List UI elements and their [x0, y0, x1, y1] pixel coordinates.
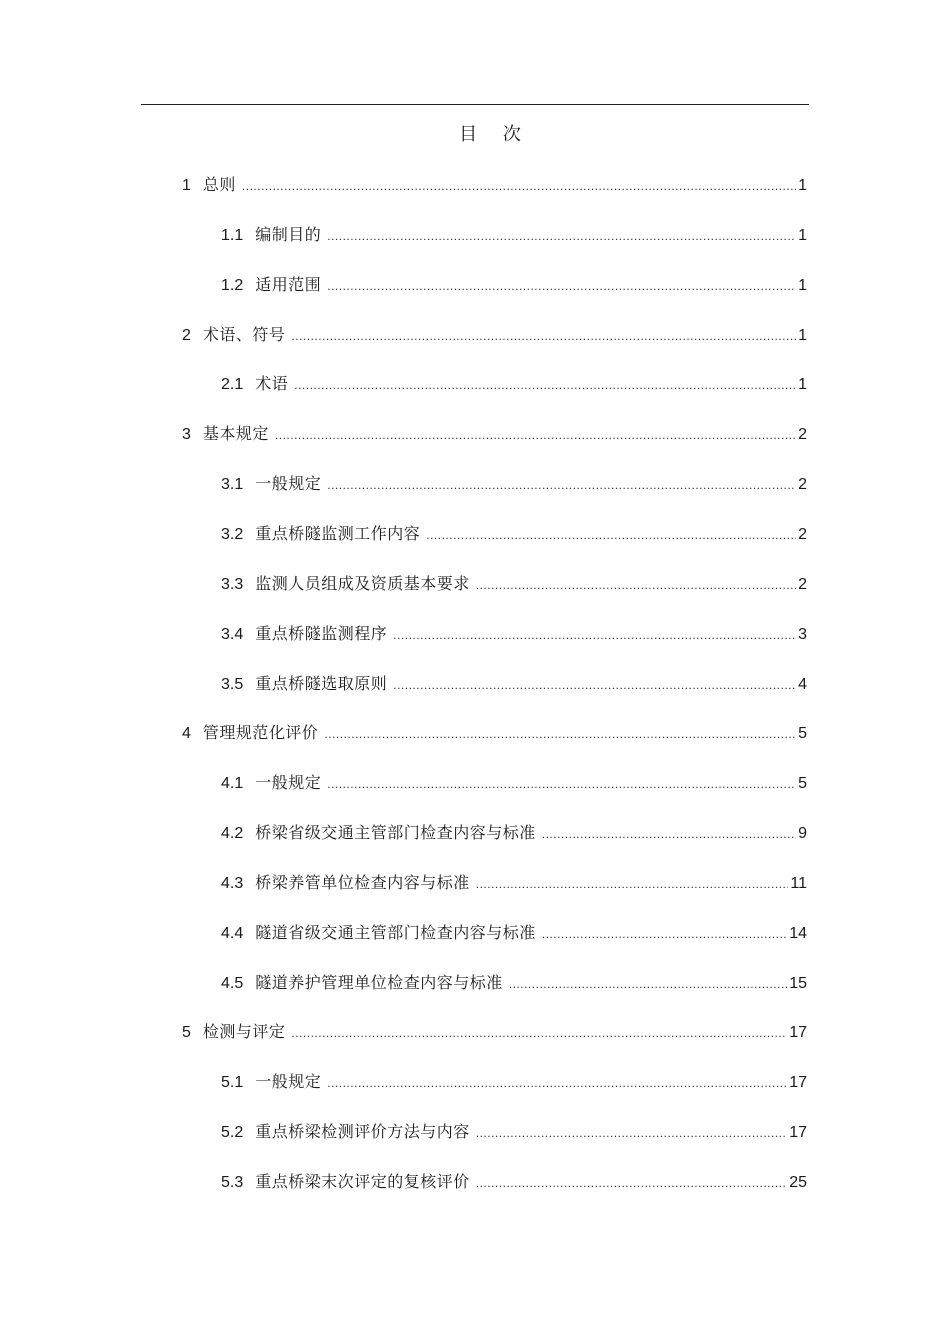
- toc-entry-number: 3.4: [221, 626, 244, 643]
- toc-entry[interactable]: [221, 571, 807, 597]
- toc-entry[interactable]: [221, 920, 807, 946]
- dot-leader: [242, 173, 796, 199]
- toc-entry[interactable]: [221, 521, 807, 547]
- toc-entry-number: 4.1: [221, 775, 244, 792]
- toc-entry[interactable]: [221, 671, 807, 697]
- dot-leader: [476, 871, 789, 897]
- toc-title: 目 次: [459, 124, 531, 145]
- toc-entry-number: 4.5: [221, 975, 244, 992]
- toc-entry[interactable]: [221, 371, 807, 397]
- dot-leader: [324, 721, 796, 747]
- toc-entry-title: 桥梁养管单位检查内容与标准: [255, 873, 470, 892]
- toc-entry-page-number: 17: [789, 1124, 807, 1141]
- toc-entry-page-number: 25: [789, 1174, 807, 1191]
- toc-entry-title: 重点桥隧选取原则: [255, 674, 388, 693]
- toc-entry-number: 3: [182, 426, 191, 443]
- toc-entry[interactable]: [221, 222, 807, 248]
- toc-entry-title: 基本规定: [202, 424, 269, 443]
- toc-entry-title: 重点桥隧监测工作内容: [255, 524, 421, 543]
- toc-entry-number: 5.2: [221, 1124, 244, 1141]
- toc-entry[interactable]: [221, 870, 807, 896]
- toc-entry[interactable]: [221, 970, 807, 996]
- toc-entry[interactable]: [221, 1169, 807, 1195]
- toc-entry-title: 管理规范化评价: [202, 723, 319, 742]
- toc-entry-title: 检测与评定: [202, 1022, 286, 1041]
- dot-leader: [393, 622, 796, 648]
- dot-leader: [476, 1120, 787, 1146]
- toc-entry-number: 3.2: [221, 526, 244, 543]
- toc-entry-page-number: 1: [798, 327, 807, 344]
- toc-entry[interactable]: [221, 820, 807, 846]
- toc-entry-page-number: 14: [789, 925, 807, 942]
- toc-entry-number: 1.2: [221, 277, 244, 294]
- toc-entry-number: 5: [182, 1024, 191, 1041]
- toc-entry-number: 2.1: [221, 376, 244, 393]
- toc-entry-page-number: 1: [798, 177, 807, 194]
- dot-leader: [542, 921, 787, 947]
- toc-entry-page-number: 1: [798, 227, 807, 244]
- toc-entry-page-number: 9: [798, 825, 807, 842]
- toc-entry-page-number: 15: [789, 975, 807, 992]
- dot-leader: [294, 372, 796, 398]
- toc-entry-title: 桥梁省级交通主管部门检查内容与标准: [255, 823, 536, 842]
- toc-entry-page-number: 11: [790, 875, 807, 892]
- toc-entry-number: 4.4: [221, 925, 244, 942]
- toc-entry[interactable]: [182, 720, 807, 746]
- dot-leader: [327, 273, 796, 299]
- toc-entry[interactable]: [182, 421, 807, 447]
- toc-entry-number: 5.3: [221, 1174, 244, 1191]
- toc-entry-title: 适用范围: [255, 275, 322, 294]
- toc-entry-page-number: 4: [798, 676, 807, 693]
- toc-entry-page-number: 2: [798, 426, 807, 443]
- toc-entry-page-number: 5: [798, 775, 807, 792]
- toc-entry[interactable]: [221, 272, 807, 298]
- toc-entry-number: 4.2: [221, 825, 244, 842]
- toc-entry-number: 4.3: [221, 875, 244, 892]
- toc-entry-page-number: 5: [798, 725, 807, 742]
- dot-leader: [327, 771, 796, 797]
- toc-entry-page-number: 3: [798, 626, 807, 643]
- toc-entry-number: 3.5: [221, 676, 244, 693]
- toc-entry-title: 编制目的: [255, 225, 322, 244]
- toc-entry[interactable]: [182, 172, 807, 198]
- dot-leader: [327, 1070, 787, 1096]
- toc-entry-title: 隧道省级交通主管部门检查内容与标准: [255, 923, 536, 942]
- toc-entry-number: 3.1: [221, 476, 244, 493]
- toc-entry-number: 5.1: [221, 1074, 244, 1091]
- toc-entry[interactable]: [221, 471, 807, 497]
- toc-entry-title: 隧道养护管理单位检查内容与标准: [255, 973, 503, 992]
- toc-entry-title: 监测人员组成及资质基本要求: [255, 574, 470, 593]
- toc-entry-title: 一般规定: [255, 1072, 322, 1091]
- toc-entry-title: 术语: [255, 374, 289, 393]
- toc-entry-title: 一般规定: [255, 474, 322, 493]
- dot-leader: [476, 1170, 787, 1196]
- toc-entry[interactable]: [221, 621, 807, 647]
- toc-entry-number: 4: [182, 725, 191, 742]
- toc-entry-title: 重点桥梁末次评定的复核评价: [255, 1172, 470, 1191]
- dot-leader: [327, 472, 796, 498]
- dot-leader: [542, 821, 796, 847]
- toc-entry-number: 1: [182, 177, 191, 194]
- toc-entry-title: 总则: [202, 175, 236, 194]
- toc-entry-number: 1.1: [221, 227, 244, 244]
- toc-entry-page-number: 1: [798, 376, 807, 393]
- toc-entry-page-number: 1: [798, 277, 807, 294]
- toc-entry-title: 一般规定: [255, 773, 322, 792]
- dot-leader: [275, 422, 796, 448]
- dot-leader: [327, 223, 796, 249]
- toc-entry-page-number: 17: [789, 1024, 807, 1041]
- dot-leader: [393, 672, 796, 698]
- dot-leader: [291, 323, 796, 349]
- toc-entry[interactable]: [182, 322, 807, 348]
- toc-entry[interactable]: [221, 770, 807, 796]
- toc-entry-number: 3.3: [221, 576, 244, 593]
- toc-entry-page-number: 2: [798, 576, 807, 593]
- toc-entry[interactable]: [221, 1119, 807, 1145]
- dot-leader: [476, 572, 796, 598]
- toc-entry-title: 重点桥梁检测评价方法与内容: [255, 1122, 470, 1141]
- toc-entry-title: 术语、符号: [202, 325, 286, 344]
- dot-leader: [509, 971, 787, 997]
- toc-entry-page-number: 2: [798, 476, 807, 493]
- dot-leader: [291, 1020, 787, 1046]
- toc-entry[interactable]: [182, 1019, 807, 1045]
- toc-entry-page-number: 17: [789, 1074, 807, 1091]
- toc-entry[interactable]: [221, 1069, 807, 1095]
- toc-entry-title: 重点桥隧监测程序: [255, 624, 388, 643]
- dot-leader: [426, 522, 796, 548]
- toc-entry-number: 2: [182, 327, 191, 344]
- toc-entry-page-number: 2: [798, 526, 807, 543]
